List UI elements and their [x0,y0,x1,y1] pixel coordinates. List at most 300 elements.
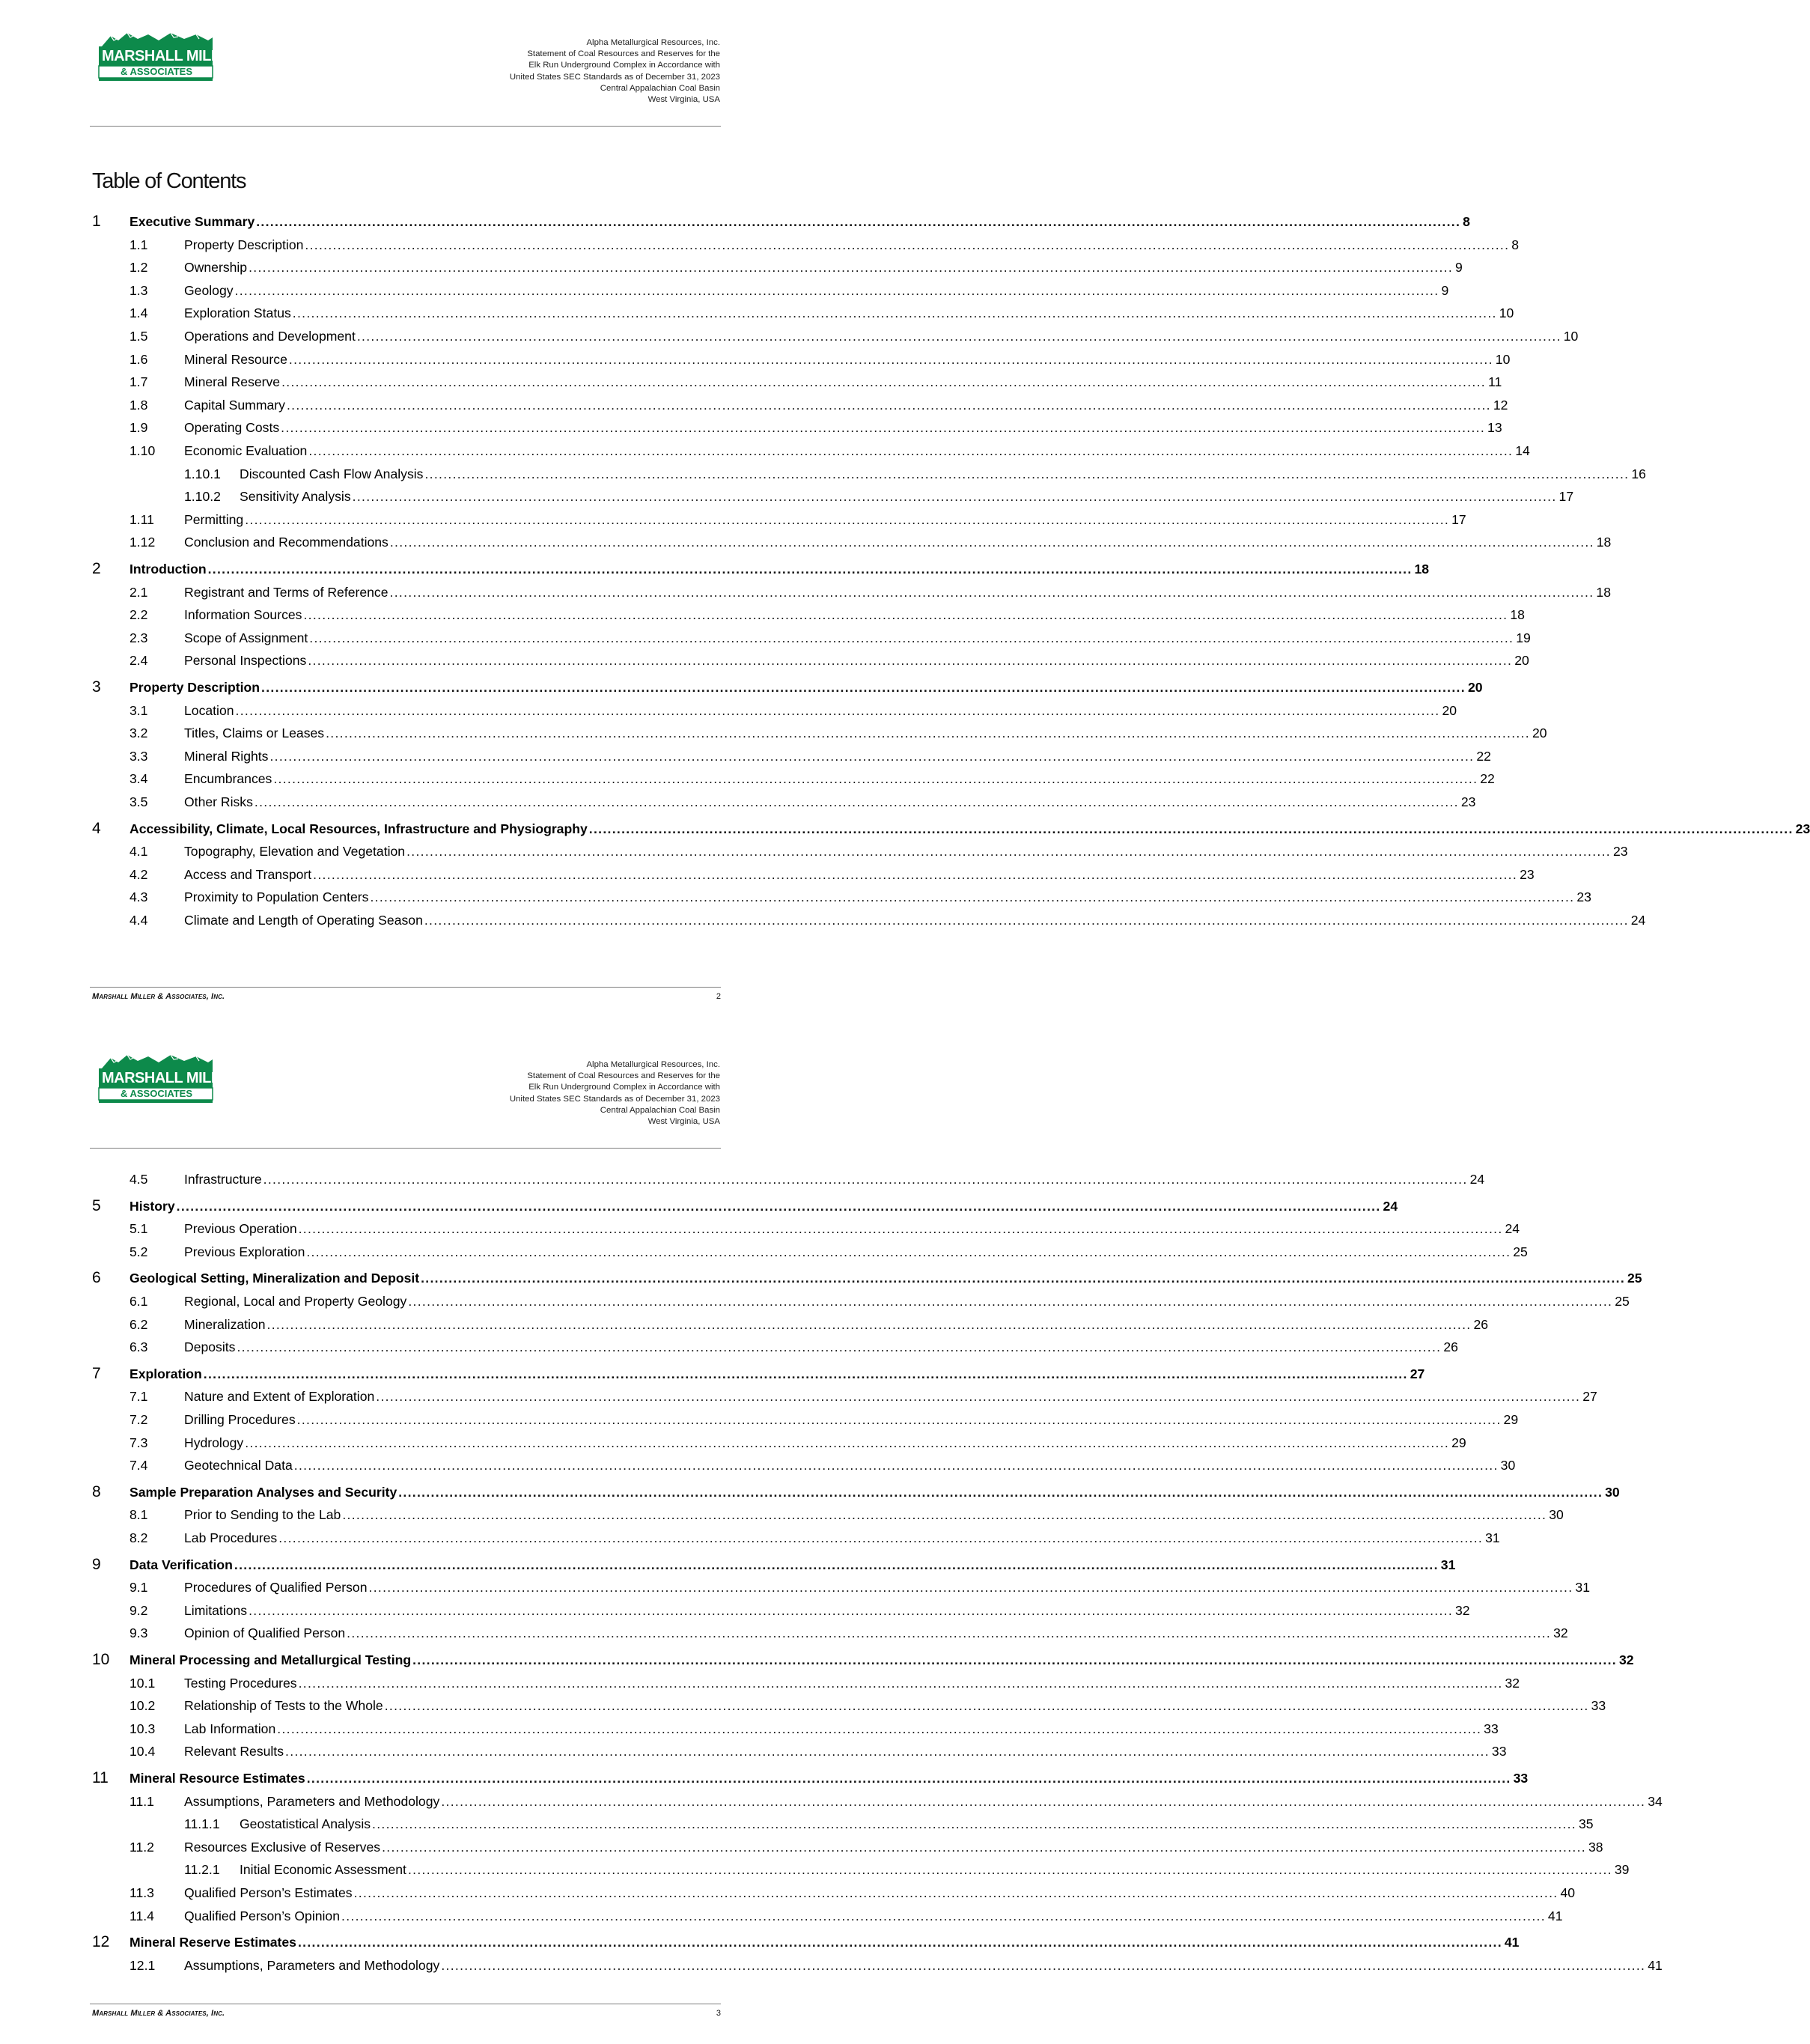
toc-dot-leader: .................................................................................................................................................................................................................................................................... [412,1652,1617,1667]
toc-entry-number: 10.1 [129,1675,156,1691]
toc-entry-body [184,1906,1563,1926]
toc-entry[interactable] [0,1696,1606,1715]
toc-entry[interactable] [0,1906,1563,1926]
toc-entry-number: 1.12 [129,535,156,550]
toc-entry[interactable] [0,1650,1634,1670]
toc-entry[interactable] [0,1578,1590,1597]
toc-entry[interactable] [0,865,1535,884]
toc-entry-title: Personal Inspections [184,653,307,669]
toc-entry-title: Deposits [184,1339,236,1355]
toc-entry[interactable] [0,326,1579,346]
toc-dot-leader: .................................................................................................................................................................................................................................................................... [298,1221,1503,1237]
toc-entry-page: 41 [1648,1957,1663,1973]
toc-entry-page: 32 [1455,1602,1470,1618]
toc-dot-leader: .................................................................................................................................................................................................................................................................... [424,913,1629,928]
toc-dot-leader: .................................................................................................................................................................................................................................................................... [406,844,1611,860]
toc-entry-body [184,842,1628,861]
toc-entry-title: Encumbrances [184,771,272,787]
toc-entry[interactable] [0,1268,1642,1288]
toc-entry[interactable] [0,212,1470,231]
toc-entry[interactable] [0,559,1430,579]
toc-entry[interactable] [0,1337,1458,1357]
toc-entry-title: Data Verification [129,1557,233,1572]
toc-entry-title: Topography, Elevation and Vegetation [184,844,406,860]
toc-dot-leader: .................................................................................................................................................................................................................................................................... [249,1602,1454,1618]
toc-entry[interactable] [0,1292,1630,1311]
toc-entry-title: Operating Costs [184,420,280,436]
toc-dot-leader: .................................................................................................................................................................................................................................................................... [441,1957,1646,1973]
toc-entry[interactable] [0,1387,1597,1406]
toc-dot-leader: .................................................................................................................................................................................................................................................................... [308,443,1514,458]
toc-entry-page: 25 [1615,1294,1630,1309]
toc-dot-leader: .................................................................................................................................................................................................................................................................... [389,584,1594,600]
toc-dot-leader: .................................................................................................................................................................................................................................................................... [281,374,1486,390]
toc-dot-leader: .................................................................................................................................................................................................................................................................... [286,397,1491,413]
toc-entry-page: 20 [1467,680,1483,695]
toc-entry-page: 11 [1488,374,1502,390]
toc-entry-number: 5 [92,1196,101,1214]
toc-entry-body [129,1196,1398,1216]
toc-entry-body [129,1768,1529,1788]
toc-entry-page: 18 [1414,562,1430,577]
toc-entry-number: 10.4 [129,1744,156,1759]
toc-entry[interactable] [0,1956,1663,1975]
toc-dot-leader: .................................................................................................................................................................................................................................................................... [269,748,1475,764]
toc-entry-title: Operations and Development [184,329,356,344]
logo-text-bottom: & ASSOCIATES [120,66,193,77]
toc-entry-number: 9.1 [129,1580,148,1596]
toc-entry-page: 31 [1440,1557,1456,1572]
toc-entry-number: 7.4 [129,1458,148,1473]
toc-entry-title: Qualified Person’s Opinion [184,1908,340,1923]
toc-entry-number: 2 [92,560,101,577]
toc-entry-number: 3.3 [129,748,148,764]
toc-entry-number: 1.5 [129,329,148,344]
toc-dot-leader: .................................................................................................................................................................................................................................................................... [203,1366,1408,1381]
toc-entry-number: 5.2 [129,1244,148,1259]
toc-entry-number: 7 [92,1364,101,1382]
toc-entry[interactable] [0,678,1483,697]
toc-entry-number: 3.4 [129,771,148,787]
toc-entry-title: Lab Information [184,1721,276,1736]
toc-entry[interactable] [0,1410,1519,1429]
toc-entry[interactable] [0,395,1508,415]
toc-entry-body [184,1883,1576,1902]
toc-entry-number: 3.5 [129,794,148,809]
toc-entry-title: Initial Economic Assessment [240,1862,406,1878]
toc-entry-number: 7.2 [129,1412,148,1427]
toc-entry-body [184,532,1612,552]
toc-entry-page: 19 [1516,630,1531,645]
toc-entry-number: 11.1.1 [184,1816,220,1832]
toc-entry[interactable] [0,1883,1576,1902]
toc-entry[interactable] [0,1433,1466,1453]
toc-entry-number: 12.1 [129,1957,156,1973]
toc-dot-leader: .................................................................................................................................................................................................................................................................... [245,511,1450,527]
toc-entry-page: 32 [1553,1625,1568,1641]
toc-entry[interactable] [0,1169,1485,1189]
toc-entry[interactable] [0,1242,1528,1262]
document-page [0,1022,1663,2044]
toc-entry[interactable] [0,303,1514,323]
toc-entry-number: 1 [92,213,101,230]
toc-dot-leader: .................................................................................................................................................................................................................................................................... [384,1698,1589,1714]
toc-entry-title: Assumptions, Parameters and Methodology [184,1957,440,1973]
toc-entry-page: 34 [1648,1793,1663,1809]
toc-dot-leader: .................................................................................................................................................................................................................................................................... [293,1458,1499,1473]
toc-entry[interactable] [0,769,1495,788]
toc-entry-number: 11.4 [129,1908,154,1923]
toc-entry-body [129,1364,1425,1384]
toc-entry[interactable] [0,510,1466,529]
toc-entry-title: Sample Preparation Analyses and Security [129,1484,397,1500]
toc-entry-number: 8 [92,1482,101,1500]
toc-entry-body [184,1742,1507,1761]
toc-dot-leader: .................................................................................................................................................................................................................................................................... [372,1816,1576,1832]
toc-entry[interactable] [0,464,1646,484]
toc-dot-leader: .................................................................................................................................................................................................................................................................... [376,1389,1581,1405]
toc-entry-number: 7.1 [129,1389,148,1405]
toc-entry-body [129,819,1810,839]
toc-entry-body [184,372,1502,392]
toc-entry-page: 20 [1442,702,1457,718]
toc-dot-leader: .................................................................................................................................................................................................................................................................... [297,1935,1502,1950]
toc-entry[interactable] [0,723,1547,743]
toc-entry-title: Economic Evaluation [184,443,308,458]
toc-dot-leader: .................................................................................................................................................................................................................................................................... [588,821,1794,836]
toc-dot-leader: .................................................................................................................................................................................................................................................................... [421,1271,1626,1286]
toc-entry-title: Discounted Cash Flow Analysis [240,466,424,481]
toc-entry-page: 20 [1532,726,1547,741]
toc-dot-leader: .................................................................................................................................................................................................................................................................... [263,1172,1468,1187]
toc-dot-leader: .................................................................................................................................................................................................................................................................... [342,1507,1547,1523]
toc-dot-leader: .................................................................................................................................................................................................................................................................... [207,562,1413,577]
toc-entry-page: 33 [1591,1698,1606,1714]
toc-entry-body [184,1956,1663,1975]
toc-entry[interactable] [0,1837,1603,1857]
toc-entry-title: Procedures of Qualified Person [184,1580,368,1596]
toc-entry-title: Executive Summary [129,214,255,229]
toc-entry-page: 23 [1613,844,1628,860]
header-line: Elk Run Underground Complex in Accordance with [528,1083,720,1092]
toc-dot-leader: .................................................................................................................................................................................................................................................................... [234,1557,1439,1572]
toc-entry-number: 1.1 [129,237,148,252]
toc-entry-number: 1.2 [129,260,148,276]
toc-entry-body [129,1268,1642,1288]
page-number: 2 [716,992,721,1001]
header-line: Statement of Coal Resources and Reserves for the [527,49,720,59]
toc-entry-title: Property Description [129,680,260,695]
toc-entry-page: 20 [1514,653,1529,669]
toc-entry-page: 23 [1520,866,1535,882]
toc-entry-page: 40 [1560,1885,1576,1900]
toc-entry[interactable] [0,258,1463,277]
toc-entry-number: 11.1 [129,1793,154,1809]
toc-entry-body [184,1719,1499,1739]
toc-entry-title: Mineral Resource Estimates [129,1771,305,1786]
header-line: Alpha Metallurgical Resources, Inc. [586,1060,720,1069]
toc-entry-title: Infrastructure [184,1172,262,1187]
toc-entry-title: Location [184,702,234,718]
toc-entry-body [184,701,1457,720]
toc-entry-title: Conclusion and Recommendations [184,535,388,550]
toc-entry-title: Geology [184,282,234,298]
toc-entry-number: 1.6 [129,351,148,367]
toc-entry-body [184,651,1529,670]
toc-dot-leader: .................................................................................................................................................................................................................................................................... [298,1675,1503,1691]
toc-entry[interactable] [0,1860,1630,1879]
toc-entry-title: Climate and Length of Operating Season [184,913,423,928]
toc-entry-title: Permitting [184,511,244,527]
logo-text-bottom: & ASSOCIATES [120,1088,193,1099]
toc-entry[interactable] [0,1792,1663,1811]
toc-entry-number: 1.11 [129,511,154,527]
toc-entry[interactable] [0,819,1810,839]
toc-entry-title: Mineral Resource [184,351,287,367]
toc-dot-leader: .................................................................................................................................................................................................................................................................... [368,1580,1573,1596]
toc-entry-body [184,746,1491,766]
toc-entry-page: 14 [1515,443,1530,458]
toc-entry-title: Scope of Assignment [184,630,308,645]
toc-entry-page: 12 [1493,397,1508,413]
toc-entry[interactable] [0,1814,1594,1834]
toc-entry[interactable] [0,1719,1499,1739]
toc-entry-page: 30 [1605,1484,1620,1500]
toc-entry-body [184,1792,1663,1811]
toc-entry[interactable] [0,1768,1529,1788]
toc-entry[interactable] [0,235,1520,255]
toc-entry-number: 10 [92,1651,110,1668]
toc-entry[interactable] [0,1196,1398,1216]
toc-dot-leader: .................................................................................................................................................................................................................................................................... [237,1339,1442,1355]
toc-entry[interactable] [0,887,1591,907]
toc-entry[interactable] [0,910,1646,930]
toc-dot-leader: .................................................................................................................................................................................................................................................................... [235,702,1440,718]
toc-dot-leader: .................................................................................................................................................................................................................................................................... [288,351,1493,367]
toc-entry-title: Other Risks [184,794,253,809]
toc-entry[interactable] [0,1482,1620,1502]
footer-company: Marshall Miller & Associates, Inc. [92,992,225,1001]
toc-entry-page: 24 [1630,913,1646,928]
toc-entry[interactable] [0,1673,1520,1693]
toc-entry-title: Hydrology [184,1435,244,1450]
toc-entry[interactable] [0,1364,1425,1384]
toc-entry[interactable] [0,605,1525,624]
toc-entry-page: 25 [1627,1271,1642,1286]
toc-entry-number: 10.3 [129,1721,156,1736]
toc-entry-body [129,559,1430,579]
toc-entry-page: 18 [1596,535,1612,550]
header-line: Statement of Coal Resources and Reserves for the [527,1071,720,1081]
toc-entry-number: 6.2 [129,1316,148,1332]
toc-entry-body [184,769,1495,788]
toc-dot-leader: .................................................................................................................................................................................................................................................................... [256,214,1461,229]
toc-entry-number: 6.1 [129,1294,148,1309]
toc-entry-body [184,281,1449,300]
toc-entry[interactable] [0,792,1476,812]
toc-entry-body [184,1410,1519,1429]
toc-dot-leader: .................................................................................................................................................................................................................................................................... [306,1244,1511,1259]
toc-dot-leader: .................................................................................................................................................................................................................................................................... [347,1625,1552,1641]
toc-list [0,1022,1663,1995]
toc-entry-number: 4 [92,819,101,837]
toc-entry-body [184,1337,1458,1357]
toc-entry[interactable] [0,372,1502,392]
toc-dot-leader: .................................................................................................................................................................................................................................................................... [352,489,1557,505]
toc-entry-body [184,1505,1564,1524]
toc-entry-title: Access and Transport [184,866,312,882]
toc-entry-number: 2.3 [129,630,148,645]
toc-entry-page: 10 [1499,305,1514,321]
header-line: West Virginia, USA [647,95,720,105]
toc-entry[interactable] [0,1555,1456,1575]
toc-dot-leader: .................................................................................................................................................................................................................................................................... [303,607,1508,623]
toc-entry[interactable] [0,418,1502,437]
toc-entry-page: 33 [1513,1771,1529,1786]
toc-dot-leader: .................................................................................................................................................................................................................................................................... [234,282,1439,298]
toc-entry-body [184,235,1520,255]
toc-entry[interactable] [0,1932,1520,1952]
toc-entry-page: 29 [1503,1412,1519,1427]
toc-dot-leader: .................................................................................................................................................................................................................................................................... [309,630,1514,645]
toc-dot-leader: .................................................................................................................................................................................................................................................................... [306,1771,1511,1786]
toc-entry-body [184,441,1530,460]
toc-entry-number: 9.3 [129,1625,148,1641]
toc-entry-number: 1.4 [129,305,148,321]
footer-divider [90,987,721,988]
toc-entry-page: 18 [1596,584,1611,600]
toc-entry-page: 9 [1441,282,1449,298]
toc-entry-number: 1.10.2 [184,489,221,505]
logo-text-top: MARSHALL MILLER [102,48,240,64]
toc-entry[interactable] [0,1742,1507,1761]
toc-entry-page: 41 [1504,1935,1520,1950]
footer-company: Marshall Miller & Associates, Inc. [92,2009,225,2018]
toc-entry[interactable] [0,628,1531,648]
toc-entry[interactable] [0,1601,1470,1620]
toc-entry[interactable] [0,281,1449,300]
toc-entry-body [129,678,1483,697]
toc-entry-page: 24 [1469,1172,1485,1187]
toc-entry-number: 2.2 [129,607,148,623]
toc-entry[interactable] [0,532,1612,552]
header-line: Central Appalachian Coal Basin [600,83,720,93]
toc-entry[interactable] [0,1623,1568,1643]
toc-entry-number: 11.2.1 [184,1862,220,1878]
toc-entry-number: 9 [92,1555,101,1573]
toc-entry[interactable] [0,842,1628,861]
toc-entry[interactable] [0,1456,1516,1475]
header-line: United States SEC Standards as of December 31, 2023 [509,1094,720,1104]
toc-entry[interactable] [0,1315,1489,1334]
toc-entry[interactable] [0,487,1574,506]
toc-entry-title: Geotechnical Data [184,1458,293,1473]
toc-entry[interactable] [0,583,1611,602]
toc-entry-title: Property Description [184,237,304,252]
toc-entry-number: 8.2 [129,1530,148,1545]
toc-entry-number: 12 [92,1933,110,1951]
toc-dot-leader: .................................................................................................................................................................................................................................................................... [285,1744,1490,1759]
toc-entry-title: Exploration Status [184,305,291,321]
toc-entry-page: 22 [1480,771,1495,787]
toc-entry-number: 9.2 [129,1602,148,1618]
toc-entry[interactable] [0,1219,1520,1238]
toc-dot-leader: .................................................................................................................................................................................................................................................................... [254,794,1459,809]
toc-entry[interactable] [0,651,1529,670]
toc-entry[interactable] [0,1505,1564,1524]
toc-entry-body [184,1292,1630,1311]
toc-entry-body [184,510,1466,529]
toc-entry-page: 9 [1455,260,1463,276]
toc-entry-title: Qualified Person’s Estimates [184,1885,353,1900]
toc-entry[interactable] [0,746,1491,766]
toc-entry[interactable] [0,350,1511,369]
toc-entry-number: 3 [92,678,101,696]
toc-entry-body [184,1673,1520,1693]
toc-dot-leader: .................................................................................................................................................................................................................................................................... [326,726,1530,741]
toc-entry-title: Mineral Rights [184,748,269,764]
toc-entry-body [184,1696,1606,1715]
toc-entry-page: 32 [1618,1652,1634,1667]
toc-entry-body [184,865,1535,884]
toc-dot-leader: .................................................................................................................................................................................................................................................................... [176,1198,1381,1214]
toc-entry-body [129,1555,1456,1575]
logo-text-top: MARSHALL MILLER [102,1070,240,1086]
toc-entry-body [184,792,1476,812]
toc-entry-body [129,1482,1620,1502]
toc-entry-title: Mineral Processing and Metallurgical Testing [129,1652,412,1667]
toc-entry-title: Prior to Sending to the Lab [184,1507,341,1523]
toc-dot-leader: .................................................................................................................................................................................................................................................................... [382,1839,1586,1855]
toc-entry[interactable] [0,701,1457,720]
toc-entry-page: 24 [1505,1221,1520,1237]
toc-entry-body [184,583,1611,602]
toc-dot-leader: .................................................................................................................................................................................................................................................................... [278,1530,1484,1545]
toc-entry-number: 7.3 [129,1435,148,1450]
toc-dot-leader: .................................................................................................................................................................................................................................................................... [296,1412,1502,1427]
toc-entry-number: 4.3 [129,889,148,905]
toc-entry-number: 2.1 [129,584,148,600]
toc-entry-body [184,418,1502,437]
toc-entry-body [184,910,1646,930]
toc-entry-body [184,1623,1568,1643]
toc-entry-number: 8.1 [129,1507,148,1523]
toc-entry-title: Limitations [184,1602,248,1618]
toc-dot-leader: .................................................................................................................................................................................................................................................................... [353,1885,1558,1900]
toc-entry-page: 38 [1588,1839,1603,1855]
toc-entry-page: 33 [1484,1721,1499,1736]
toc-entry-title: Testing Procedures [184,1675,297,1691]
toc-entry-page: 26 [1473,1316,1489,1332]
toc-entry-body [184,1433,1466,1453]
toc-entry-number: 11 [92,1769,109,1786]
toc-entry-title: Mineral Reserve [184,374,281,390]
toc-entry-body [184,1578,1590,1597]
toc-entry-title: Titles, Claims or Leases [184,726,325,741]
toc-entry-number: 4.1 [129,844,148,860]
toc-entry-title: Information Sources [184,607,302,623]
toc-entry-number: 11.3 [129,1885,154,1900]
toc-entry-title: Relevant Results [184,1744,284,1759]
toc-entry[interactable] [0,441,1530,460]
toc-entry[interactable] [0,1528,1500,1548]
toc-entry-number: 2.4 [129,653,148,669]
toc-dot-leader: .................................................................................................................................................................................................................................................................... [370,889,1575,905]
toc-entry-body [129,1932,1520,1952]
toc-entry-body [184,395,1508,415]
toc-entry-number: 3.1 [129,702,148,718]
toc-dot-leader: .................................................................................................................................................................................................................................................................... [277,1721,1482,1736]
